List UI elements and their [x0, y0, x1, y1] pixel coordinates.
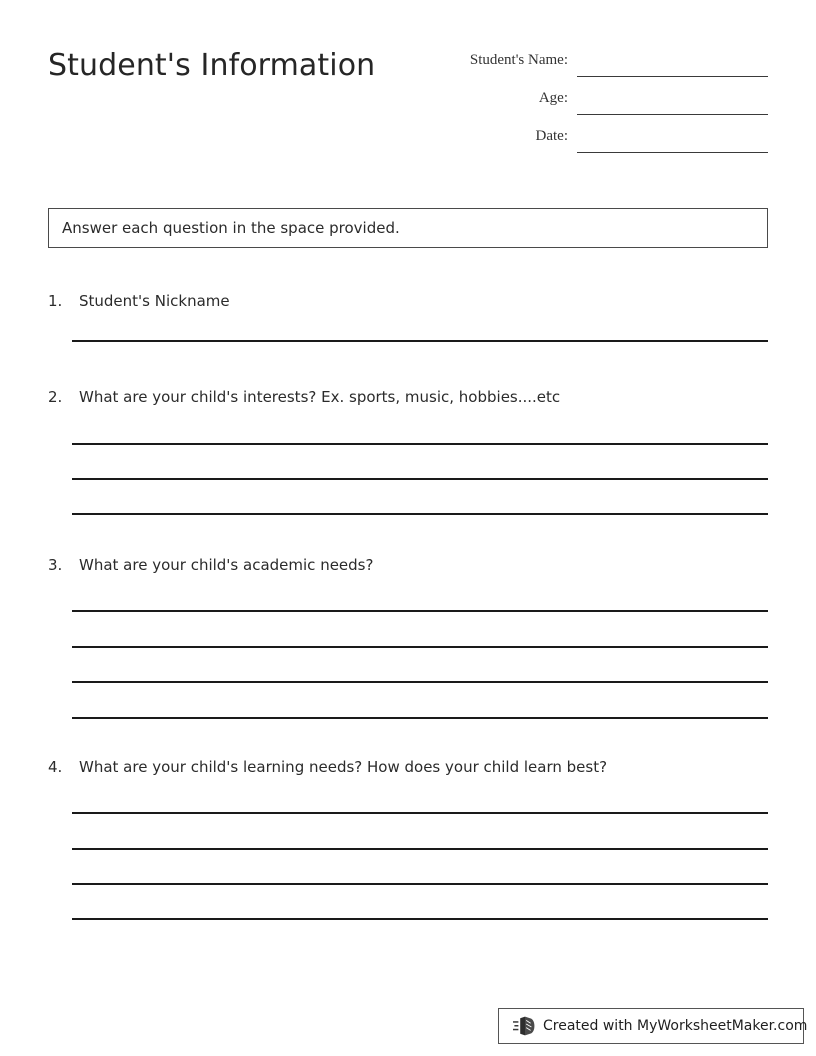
answer-line[interactable] — [72, 610, 768, 612]
question-text: What are your child's interests? Ex. sports, music, hobbies....etc — [79, 388, 561, 406]
age-field-row — [420, 90, 768, 128]
question-text: What are your child's academic needs? — [79, 556, 374, 574]
age-input-rule[interactable] — [577, 114, 768, 115]
student-name-label: Student's Name: — [469, 52, 568, 68]
answer-line[interactable] — [72, 646, 768, 648]
question-number: 1. — [48, 292, 63, 310]
footer-attribution-text: Created with MyWorksheetMaker.com — [543, 1018, 808, 1034]
age-label: Age: — [538, 90, 568, 106]
question-number: 2. — [48, 388, 63, 406]
worksheet-maker-logo-icon — [513, 1016, 535, 1036]
answer-line[interactable] — [72, 717, 768, 719]
answer-line[interactable] — [72, 681, 768, 683]
date-field-row — [420, 128, 768, 166]
answer-line[interactable] — [72, 478, 768, 480]
question-text: What are your child's learning needs? How does your child learn best? — [79, 758, 608, 776]
instruction-text: Answer each question in the space provided. — [62, 219, 400, 237]
answer-line[interactable] — [72, 340, 768, 342]
question-text: Student's Nickname — [79, 292, 230, 310]
footer-badge[interactable] — [498, 1008, 808, 1044]
student-name-field-row — [420, 52, 768, 90]
question-number: 3. — [48, 556, 63, 574]
answer-line[interactable] — [72, 513, 768, 515]
answer-line[interactable] — [72, 443, 768, 445]
answer-line[interactable] — [72, 848, 768, 850]
question-number: 4. — [48, 758, 63, 776]
footer-badge-content — [513, 1009, 807, 1043]
answer-line[interactable] — [72, 883, 768, 885]
instruction-box — [48, 208, 768, 248]
student-name-input-rule[interactable] — [577, 76, 768, 77]
date-input-rule[interactable] — [577, 152, 768, 153]
header-fields-group — [420, 52, 768, 166]
date-label: Date: — [535, 128, 568, 144]
page-title: Student's Information — [48, 48, 376, 83]
answer-line[interactable] — [72, 918, 768, 920]
answer-line[interactable] — [72, 812, 768, 814]
